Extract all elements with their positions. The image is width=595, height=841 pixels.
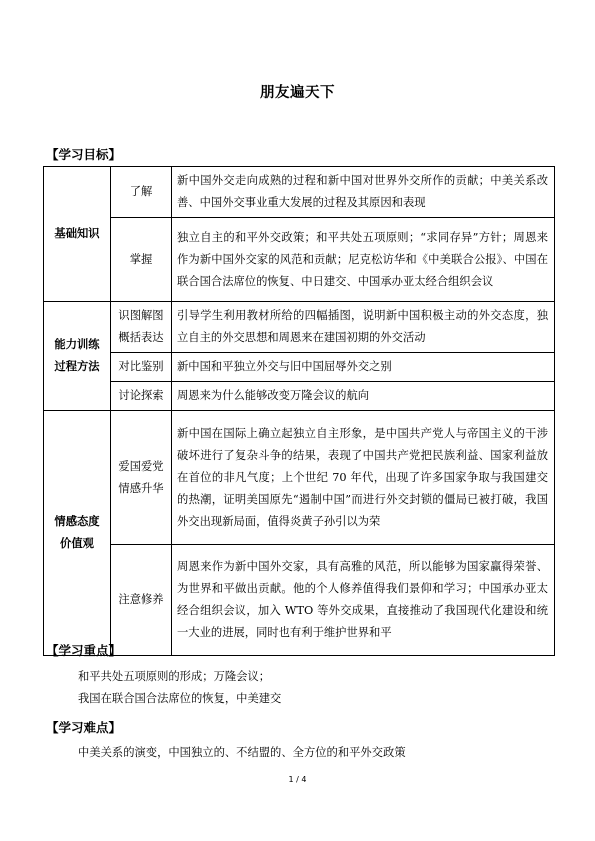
sub-label-patriotism <box>111 411 172 545</box>
table-row <box>44 218 555 302</box>
learning-goals-heading: 【学习目标】 <box>46 147 122 162</box>
key-points-line-2: 我国在联合国合法席位的恢复，中美建交 <box>78 692 282 705</box>
key-points-heading: 【学习重点】 <box>46 643 122 658</box>
category-ability-line1: 能力训练 <box>54 338 100 351</box>
sub-label-discussion: 讨论探索 <box>111 382 172 411</box>
sub-label-understand: 了解 <box>111 167 172 218</box>
table-row <box>44 302 555 353</box>
sub-label-patriotism-line1: 爱国爱党 <box>118 459 164 473</box>
content-master: 独立自主的和平外交政策；和平共处五项原则；“求同存异”方针；周恩来作为新中国外交家的风范和贡献；尼克松访华和《中美联合公报》、中国在联合国合法席位的恢复、中日建交、中国承办亚太经合组织会议 <box>172 218 555 302</box>
page-number: 1 / 4 <box>288 775 307 784</box>
table-row <box>44 545 555 656</box>
sub-label-master: 掌握 <box>111 218 172 302</box>
sub-label-graph-reading-line1: 识图解图 <box>118 309 164 322</box>
content-discussion: 周恩来为什么能够改变万隆会议的航向 <box>172 382 555 411</box>
learning-goals-table <box>43 166 555 656</box>
sub-label-patriotism-line2: 情感升华 <box>118 481 164 495</box>
table-row <box>44 353 555 382</box>
category-emotion-line2: 价值观 <box>60 537 94 550</box>
content-understand: 新中国外交走向成熟的过程和新中国对世界外交所作的贡献；中美关系改善、中国外交事业重大发展的过程及其原因和表现 <box>172 167 555 218</box>
category-ability <box>44 302 111 411</box>
category-emotion <box>44 411 111 656</box>
content-graph-reading: 引导学生利用教材所给的四幅插图，说明新中国积极主动的外交态度，独立自主的外交思想和周恩来在建国初期的外交活动 <box>172 302 555 353</box>
difficulties-heading: 【学习难点】 <box>46 720 122 735</box>
content-cultivation: 周恩来作为新中国外交家，具有高雅的风范，所以能够为国家赢得荣誉、为世界和平做出贡献。他的个人修养值得我们景仰和学习；中国承办亚太经合组织会议，加入 WTO 等外交成果，直接推动了我国现代化建设和统一大业的进展，同时也有利于维护世界和平 <box>172 545 555 656</box>
sub-label-comparison: 对比鉴别 <box>111 353 172 382</box>
table-row <box>44 411 555 545</box>
category-emotion-line1: 情感态度 <box>54 515 100 528</box>
content-patriotism: 新中国在国际上确立起独立自主形象，是中国共产党人与帝国主义的干涉破坏进行了复杂斗争的结果，表现了中国共产党把民族利益、国家利益放在首位的非凡气度；上个世纪 70 年代，出现了许多国家争取与我国建交的热潮，证明美国原先“遏制中国”而进行外交封锁的僵局已被打破，我国外交出现新局面，值得炎黄子孙引以为荣 <box>172 411 555 545</box>
difficulties-line-1: 中美关系的演变，中国独立的、不结盟的、全方位的和平外交政策 <box>78 746 406 759</box>
key-points-line-1: 和平共处五项原则的形成；万隆会议； <box>78 670 271 683</box>
document-title: 朋友遍天下 <box>260 85 335 101</box>
content-comparison: 新中国和平独立外交与旧中国屈辱外交之别 <box>172 353 555 382</box>
sub-label-graph-reading <box>111 302 172 353</box>
category-basic-knowledge: 基础知识 <box>44 167 111 302</box>
table-row <box>44 382 555 411</box>
sub-label-graph-reading-line2: 概括表达 <box>118 331 164 344</box>
category-ability-line2: 过程方法 <box>54 360 100 373</box>
sub-label-cultivation: 注意修养 <box>111 545 172 656</box>
table-row <box>44 167 555 218</box>
